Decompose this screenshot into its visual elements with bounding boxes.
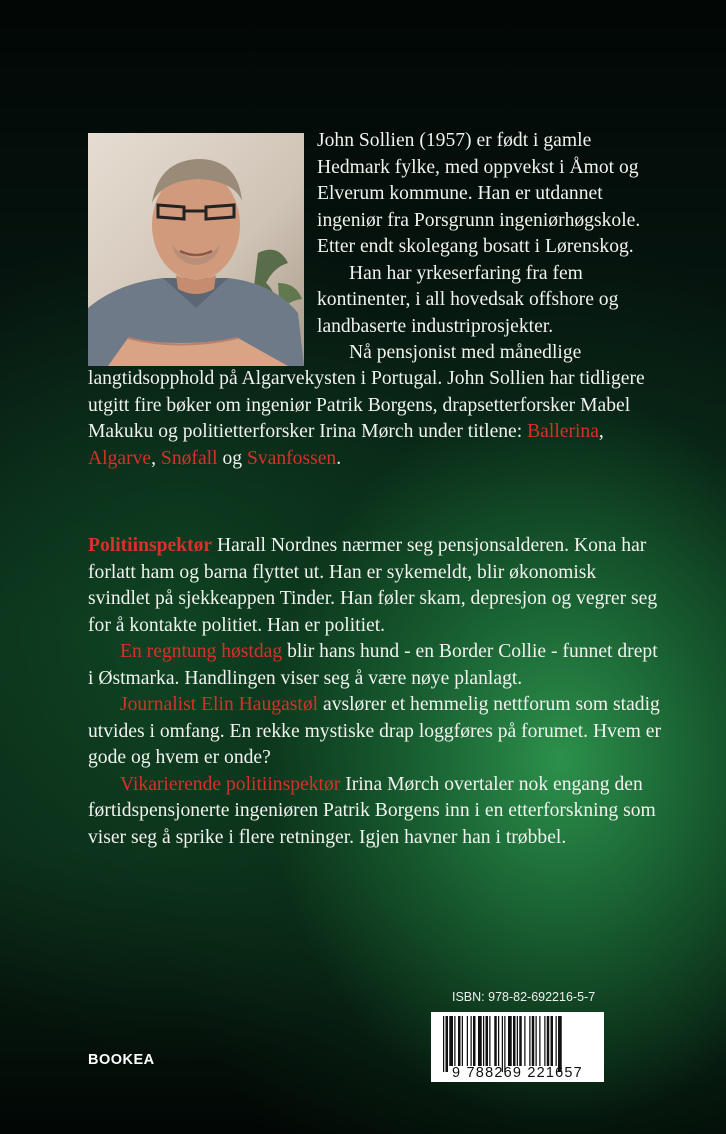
barcode-bar <box>547 1016 550 1066</box>
barcode-bar <box>529 1016 530 1066</box>
barcode-bar <box>486 1016 489 1066</box>
book-blurb <box>88 533 663 851</box>
separator: , <box>598 421 604 442</box>
author-photo <box>88 133 304 366</box>
author-bio-paragraph-3-rest <box>88 366 658 472</box>
barcode-bar <box>502 1016 503 1072</box>
barcode-bar <box>443 1016 444 1072</box>
author-bio-continued <box>88 366 658 472</box>
barcode-bar <box>489 1016 490 1066</box>
book-title-svanfossen: Svanfossen <box>246 447 337 469</box>
separator: , <box>151 447 157 469</box>
barcode-bar <box>498 1016 499 1066</box>
author-bio-paragraph-1: John Sollien (1957) er født i gamle Hedmark fylke, med oppvekst i Åmot og Elverum kommune. Han er utdannet ingeniør fra Porsgrunn ingeniørhøgskole. Etter endt skolegang bosatt i Lørenskog. <box>317 130 641 257</box>
barcode-bar <box>483 1016 484 1066</box>
barcode-bar <box>467 1016 468 1066</box>
barcode-bar <box>558 1016 562 1072</box>
barcode-bar <box>504 1016 505 1072</box>
barcode-bar <box>473 1016 476 1066</box>
separator: og <box>222 447 243 469</box>
blurb-paragraph-4 <box>88 772 663 852</box>
book-title-algarve: Algarve <box>88 447 152 469</box>
blurb-text-1: Harall Nordnes nærmer seg pensjonsalderen. Kona har forlatt ham og barna flyttet ut. Han er sykemeldt, blir økonomisk svindlet på sjekkeappen Tinder. Han føler skam, depresjon og vegrer seg for å kontakte politiet. Han er politiet. <box>88 535 658 636</box>
blurb-highlight-4: Vikarierende politiinspektør <box>120 773 341 795</box>
blurb-highlight-1: Politiinspektør <box>88 535 213 556</box>
barcode-bar <box>513 1016 516 1066</box>
barcode-bar <box>478 1016 482 1066</box>
barcode-bar <box>551 1016 554 1066</box>
author-bio-intro <box>317 128 657 367</box>
barcode-bar <box>524 1016 525 1066</box>
barcode-bar <box>471 1016 472 1066</box>
blurb-text-3: avslører et hemmelig nettforum som stadig utvides i omfang. En rekke mystiske drap loggføres på forumet. Hvem er gode og hvem er onde? <box>88 694 661 768</box>
blurb-paragraph-1 <box>88 533 663 639</box>
isbn-barcode <box>431 1012 604 1082</box>
barcode-bar <box>519 1016 522 1066</box>
barcode-bar <box>539 1016 540 1066</box>
blurb-highlight-2: En regntung høstdag <box>120 641 283 662</box>
barcode-bar <box>454 1016 455 1066</box>
publisher-logo: BOOKEA <box>88 1052 155 1068</box>
author-bio-paragraph-2: Han har yrkeserfaring fra fem kontinenter, i all hovedsak offshore og landbaserte industriprosjekter. <box>317 262 619 337</box>
barcode-bar <box>532 1016 535 1066</box>
blurb-text-4: Irina Mørch overtaler nok engang den førtidspensjonerte ingeniøren Patrik Borgens inn i en etterforskning som viser seg å sprike i flere retninger. Igjen havner han i trøbbel. <box>88 773 656 848</box>
blurb-highlight-3: Journalist Elin Haugastøl <box>120 694 319 715</box>
barcode-bar <box>458 1016 461 1066</box>
barcode-bar <box>494 1016 497 1066</box>
isbn-label: ISBN: 978-82-692216-5-7 <box>452 990 596 1004</box>
barcode-bar <box>449 1016 453 1066</box>
barcode-bar <box>556 1016 557 1066</box>
barcode-bar <box>544 1016 545 1066</box>
barcode-bar <box>446 1016 449 1072</box>
blurb-paragraph-3 <box>88 692 663 772</box>
barcode-digits: 9 788269 221657 <box>452 1065 583 1081</box>
barcode-bar <box>536 1016 537 1066</box>
book-title-snofall: Snøfall <box>160 447 218 469</box>
barcode-bar <box>508 1016 512 1066</box>
separator: . <box>336 447 342 469</box>
blurb-paragraph-2 <box>88 639 663 692</box>
blurb-text-2: blir hans hund - en Border Collie - funnet drept i Østmarka. Handlingen viser seg å være nøye planlagt. <box>88 641 658 689</box>
barcode-bar <box>462 1016 463 1066</box>
author-bio-paragraph-3-start: Nå pensjonist med månedlige <box>349 342 582 363</box>
book-title-ballerina: Ballerina <box>527 421 599 442</box>
author-bio-books-text: langtidsopphold på Algarvekysten i Portugal. John Sollien har tidligere utgitt fire bøker om ingeniør Patrik Borgens, drapsetterforsker Mabel Makuku og politietterforsker Irina Mørch under titlene: <box>88 368 645 442</box>
barcode-bar <box>517 1016 518 1066</box>
